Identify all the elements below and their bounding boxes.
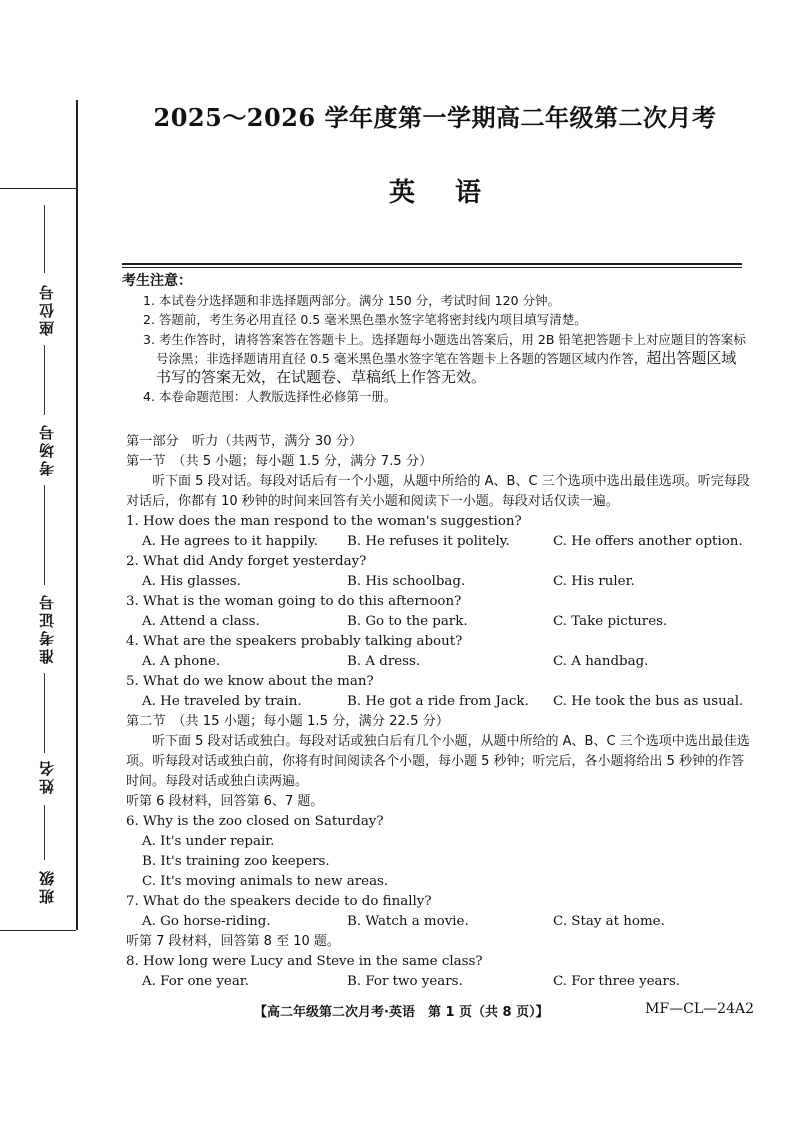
footer-text: 【高二年级第二次月考·英语 第 1 页（共 8 页）】 [254,1005,549,1020]
option-b: B. For two years. [347,974,463,989]
options [126,652,751,672]
question-6 [126,812,751,892]
paper-code: MF—CL—24A2 [645,1001,754,1017]
options [126,532,751,552]
sec2-heading: 第二节 （共 15 小题；每小题 1.5 分，满分 22.5 分） [126,714,450,729]
option-a: A. He traveled by train. [142,694,302,709]
question-text: 4. What are the speakers probably talking about? [126,634,463,649]
ticket-fill-line [44,673,45,753]
option-a: A. Go horse-riding. [142,914,271,929]
question-1 [126,512,751,552]
notice-item-3 [122,330,747,388]
question-text: 8. How long were Lucy and Steve in the same class? [126,954,483,969]
option-a: A. It's under repair. [142,834,275,849]
room-label: 考场号 [38,422,56,476]
material-6-heading: 听第 6 段材料，回答第 6、7 题。 [126,794,324,809]
name-label: 姓名 [38,758,56,794]
options [126,912,751,932]
notice-item-3-text: 3. 考生作答时，请将答案答在答题卡上。选择题每小题选出答案后，用 2B 铅笔把答题卡上对应题目的答案标号涂黑；非选择题请用直径 0.5 毫米黑色墨水签字笔在答题卡上各题的答题区域内作答， [143,331,746,366]
options [126,612,751,632]
class-label: 班级 [38,868,56,904]
sec1-heading: 第一节 （共 5 小题；每小题 1.5 分，满分 7.5 分） [126,454,433,469]
question-4 [126,632,751,672]
question-text: 3. What is the woman going to do this afternoon? [126,594,462,609]
option-c: C. A handbag. [553,654,649,669]
option-a: A. For one year. [142,974,249,989]
option-c: C. For three years. [553,974,681,989]
question-8 [126,952,751,992]
ticket-label: 准考证号 [38,592,56,664]
option-b: B. Watch a movie. [347,914,469,929]
option-a: A. Attend a class. [142,614,260,629]
option-c: C. It's moving animals to new areas. [142,874,389,889]
binding-top-line [0,188,76,189]
notice-title: 考生注意： [122,273,192,289]
seat-fill-line [44,205,45,273]
seat-label: 座位号 [38,282,56,336]
options [126,572,751,592]
material-7-heading: 听第 7 段材料，回答第 8 至 10 题。 [126,934,340,949]
binding-margin [0,0,80,1123]
option-c: C. His ruler. [553,574,635,589]
notice-item-3-emphasis: 超出答题区域书写的答案无效，在试题卷、草稿纸上作答无效。 [156,348,737,387]
question-5 [126,672,751,712]
binding-vertical-line [76,100,78,930]
option-a: A. He agrees to it happily. [142,534,318,549]
room-fill-line [44,485,45,585]
subject-title: 英语 [388,178,521,208]
notice-item-2: 2. 答题前，考生务必用直径 0.5 毫米黑色墨水签字笔将密封线内项目填写清楚。 [143,312,587,328]
header-rule-thick [122,263,742,265]
option-c: C. Stay at home. [553,914,665,929]
seat-fill-line-2 [44,345,45,415]
question-3 [126,592,751,632]
header-rule-thin [122,267,742,268]
option-b: B. He refuses it politely. [347,534,510,549]
name-fill-line [44,805,45,860]
binding-bottom-line [0,930,76,931]
option-c: C. He offers another option. [553,534,743,549]
question-text: 2. What did Andy forget yesterday? [126,554,367,569]
listening-section [126,432,751,992]
question-text: 5. What do we know about the man? [126,674,374,689]
option-a: A. A phone. [142,654,221,669]
option-c: C. Take pictures. [553,614,668,629]
question-2 [126,552,751,592]
option-b: B. He got a ride from Jack. [347,694,529,709]
option-b: B. It's training zoo keepers. [142,854,330,869]
question-text: 7. What do the speakers decide to do finally? [126,894,432,909]
options [126,692,751,712]
question-7 [126,892,751,932]
sec1-instruction: 听下面 5 段对话。每段对话后有一个小题，从题中所给的 A、B、C 三个选项中选出最佳选项。听完每段对话后，你都有 10 秒钟的时间来回答有关小题和阅读下一小题。每段对话仅读一遍。 [126,474,750,509]
option-a: A. His glasses. [142,574,241,589]
option-b: B. Go to the park. [347,614,468,629]
notice-item-4: 4. 本卷命题范围：人教版选择性必修第一册。 [143,389,397,405]
question-text: 6. Why is the zoo closed on Saturday? [126,814,384,829]
option-b: B. His schoolbag. [347,574,466,589]
option-b: B. A dress. [347,654,421,669]
notice-item-1: 1. 本试卷分选择题和非选择题两部分。满分 150 分，考试时间 120 分钟。 [143,293,561,309]
options [126,972,751,992]
page-footer [254,1001,754,1020]
part1-heading: 第一部分 听力（共两节，满分 30 分） [126,434,363,449]
sec2-instruction: 听下面 5 段对话或独白。每段对话或独白后有几个小题，从题中所给的 A、B、C 三个选项中选出最佳选项。听每段对话或独白前，你将有时间阅读各个小题，每小题 5 秒钟；听完后，各小题将给出 5 秒钟的作答时间。每段对话或独白读两遍。 [126,734,750,789]
exam-notice [122,272,747,406]
option-c: C. He took the bus as usual. [553,694,744,709]
exam-title: 2025～2026 学年度第一学期高二年级第二次月考 [153,103,717,132]
question-text: 1. How does the man respond to the woman's suggestion? [126,514,522,529]
